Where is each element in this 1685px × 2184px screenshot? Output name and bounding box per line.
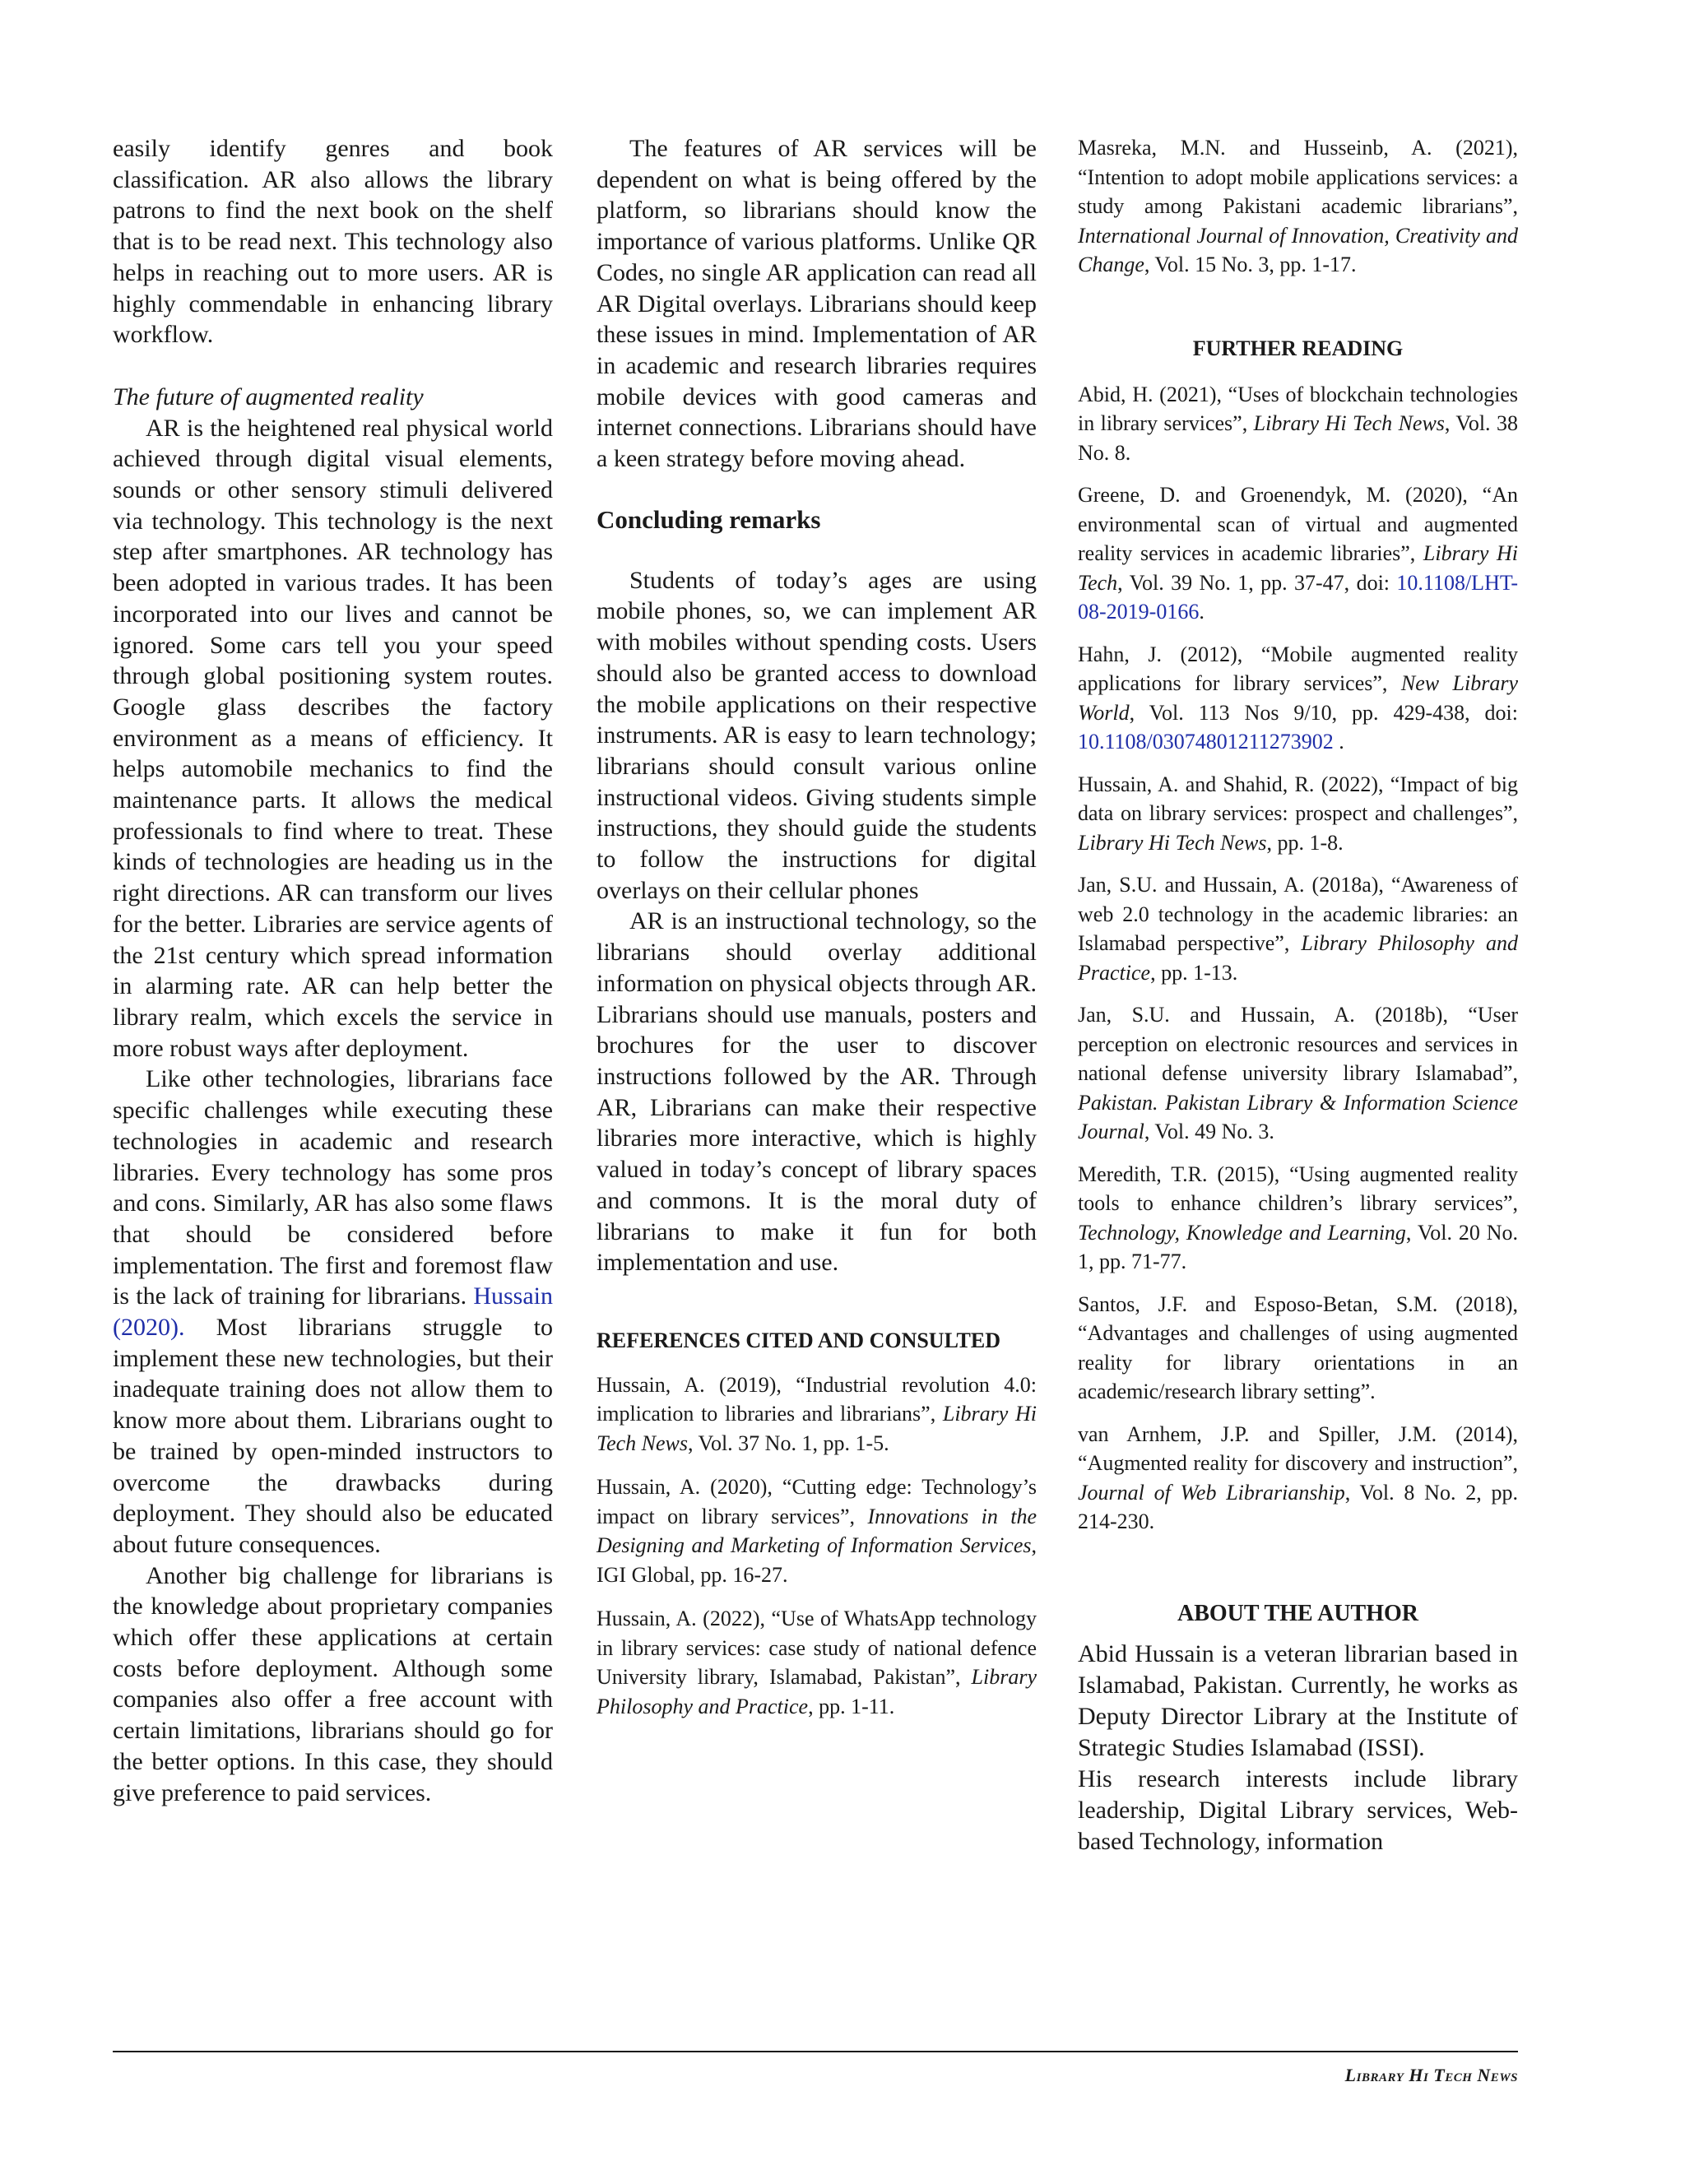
reference-2-text: Hussain, A. (2020), “Cutting edge: Technology’s impact on library services”, [596,1475,1037,1528]
author-paragraph-1: Abid Hussain is a veteran librarian based in Islamabad, Pakistan. Currently, he works as Deputy Director Library at the Institute of Strategic Studies Islamabad (ISSI). [1078,1639,1518,1761]
reference-1-text: Hussain, A. (2019), “Industrial revolution 4.0: implication to libraries and librarians”, [596,1372,1037,1426]
heading-about-the-author: ABOUT THE AUTHOR [1177,1600,1419,1626]
further-reading-2-journal: Library Hi Tech [1078,541,1518,595]
further-reading-5 [1078,870,1518,987]
reference-1-journal: Library Hi Tech News [596,1402,1037,1455]
further-reading-2-end: . [1199,600,1205,624]
further-reading-4-text: Hussain, A. and Shahid, R. (2022), “Impact of big data on library services: prospect and challenges”, [1078,772,1518,825]
reference-3-details: , pp. 1-11. [808,1694,895,1718]
further-reading-7-journal: Technology, Knowledge and Learning [1078,1220,1406,1245]
heading-future-of-ar: The future of augmented reality [113,383,424,410]
footer-journal-name: Library Hi Tech News [1344,2065,1518,2085]
column-1 [113,133,553,1808]
heading-references: REFERENCES CITED AND CONSULTED [596,1328,1000,1352]
reference-3 [596,1604,1037,1721]
column-2 [596,133,1037,1721]
further-reading-6-text: Jan, S.U. and Hussain, A. (2018b), “User perception on electronic resources and services in national defense university library Islamabad”, [1078,1003,1518,1085]
further-reading-3-details: , Vol. 113 Nos 9/10, pp. 429-438, doi: [1129,700,1518,725]
further-reading-5-text: Jan, S.U. and Hussain, A. (2018a), “Awareness of web 2.0 technology in the academic libraries: an Islamabad perspective”, [1078,873,1518,955]
reference-1 [596,1370,1037,1458]
paragraph-challenges-part-b: Most librarians struggle to implement these new technologies, but their inadequate training does not allow them to know more about them. Librarians ought to be trained by open-minded instructors to overcome the drawbacks during deployment. They should also be educated about future consequences. [113,1314,553,1558]
further-reading-2-details: , Vol. 39 No. 1, pp. 37-47, doi: [1117,570,1397,595]
further-reading-6-journal: Pakistan. Pakistan Library & Information Science Journal [1078,1090,1518,1143]
further-reading-9-details: , Vol. 8 No. 2, pp. 214-230. [1078,1480,1518,1533]
further-reading-4 [1078,770,1518,858]
paragraph-challenges [113,1064,553,1560]
author-paragraph-2: His research interests include library leadership, Digital Library services, Web-based Technology, information [1078,1764,1518,1855]
reference-4 [1078,133,1518,280]
reference-2 [596,1472,1037,1589]
further-reading-3-journal: New Library World [1078,671,1518,725]
further-reading-7-text: Meredith, T.R. (2015), “Using augmented reality tools to enhance children’s library services”, [1078,1162,1518,1215]
further-reading-5-journal: Library Philosophy and Practice [1078,931,1518,985]
citation-hussain-2020-link[interactable]: Hussain (2020). [113,1282,553,1342]
further-reading-8: Santos, J.F. and Esposo-Betan, S.M. (2018), “Advantages and challenges of using augmented reality for library orientations in an academic/research library setting”. [1078,1291,1518,1403]
further-reading-1-text: Abid, H. (2021), “Uses of blockchain technologies in library services”, [1078,382,1518,435]
reference-2-details: , IGI Global, pp. 16-27. [596,1533,1037,1587]
further-reading-2 [1078,480,1518,627]
paragraph-intro: easily identify genres and book classification. AR also allows the library patrons to find the next book on the shelf that is to be read next. This technology also helps in reaching out to more users. AR is highly commendable in enhancing library workflow. [113,135,553,349]
reference-4-details: , Vol. 15 No. 3, pp. 1-17. [1144,253,1357,276]
further-reading-1 [1078,380,1518,468]
reference-4-text: Masreka, M.N. and Husseinb, A. (2021), “Intention to adopt mobile applications services: a study among Pakistani academic librarians”, [1078,136,1518,218]
further-reading-3 [1078,640,1518,757]
paragraph-instructional: AR is an instructional technology, so the librarians should overlay additional information on physical objects through AR. Librarians should use manuals, posters and brochures for the user to discover instructions followed by the AR. Through AR, Librarians can make their respective libraries more interactive, which is highly valued in today’s concept of library spaces and commons. It is the moral duty of librarians to make it fun for both implementation and use. [596,907,1037,1277]
heading-further-reading: FURTHER READING [1192,336,1404,360]
further-reading-2-doi-link[interactable]: 10.1108/LHT-08-2019-0166 [1078,570,1518,624]
paragraph-features: The features of AR services will be dependent on what is being offered by the platform, so librarians should know the importance of various platforms. Unlike QR Codes, no single AR application can read all AR Digital overlays. Librarians should keep these issues in mind. Implementation of AR in academic and research libraries requires mobile devices with good cameras and internet connections. Librarians should have a keen strategy before moving ahead. [596,135,1037,473]
further-reading-9-text: van Arnhem, J.P. and Spiller, J.M. (2014), “Augmented reality for discovery and instruction”, [1078,1421,1518,1475]
column-3 [1078,133,1518,1857]
paragraph-future: AR is the heightened real physical world achieved through digital visual elements, sounds or other sensory stimuli delivered via technology. This technology is the next step after smartphones. AR technology has been adopted in various trades. It has been incorporated into our lives and cannot be ignored. Some cars tell you your speed through global positioning system routes. Google glass describes the factory environment as a means of efficiency. It helps automobile mechanics to find the maintenance parts. It allows the medical professionals to find where to treat. These kinds of technologies are heading us in the right directions. AR can transform our lives for the better. Libraries are service agents of the 21st century which spread information in alarming rate. AR can help better the library realm, which excels the service in more robust ways after deployment. [113,414,553,1062]
further-reading-6-details: , Vol. 49 No. 3. [1144,1120,1274,1143]
further-reading-3-end: . [1333,730,1344,754]
reference-3-text: Hussain, A. (2022), “Use of WhatsApp technology in library services: case study of national defence University library, Islamabad, Pakistan”, [596,1607,1037,1690]
further-reading-2-text: Greene, D. and Groenendyk, M. (2020), “An environmental scan of virtual and augmented reality services in academic libraries”, [1078,483,1518,565]
further-reading-7-details: , Vol. 20 No. 1, pp. 71-77. [1078,1220,1518,1273]
further-reading-1-details: , Vol. 38 No. 8. [1078,411,1518,465]
paragraph-proprietary: Another big challenge for librarians is the knowledge about proprietary companies which offer these applications at certain costs before deployment. Although some companies also offer a free account with certain limitations, librarians should go for the better options. In this case, they should give preference to paid services. [113,1561,553,1806]
further-reading-3-text: Hahn, J. (2012), “Mobile augmented reality applications for library services”, [1078,642,1518,695]
paragraph-challenges-part-a: Like other technologies, librarians face specific challenges while executing these technologies in academic and research libraries. Every technology has some pros and cons. Similarly, AR has also some flaws that should be considered before implementation. The first and foremost flaw is the lack of training for librarians. [113,1065,553,1310]
further-reading-5-details: , pp. 1-13. [1150,960,1238,985]
further-reading-9 [1078,1420,1518,1537]
further-reading-3-doi-link[interactable]: 10.1108/03074801211273902 [1078,730,1334,754]
reference-4-journal: International Journal of Innovation, Creativity and Change [1078,223,1518,276]
footer-rule [113,2051,1518,2052]
reference-3-journal: Library Philosophy and Practice [596,1665,1037,1718]
further-reading-4-details: , pp. 1-8. [1266,830,1344,855]
reference-2-journal: Innovations in the Designing and Marketing of Information Services [596,1504,1037,1558]
further-reading-6 [1078,1000,1518,1147]
further-reading-4-journal: Library Hi Tech News [1078,830,1267,855]
further-reading-9-journal: Journal of Web Librarianship [1078,1480,1345,1505]
reference-1-details: , Vol. 37 No. 1, pp. 1-5. [688,1430,889,1455]
further-reading-1-journal: Library Hi Tech News [1253,411,1445,435]
heading-concluding-remarks: Concluding remarks [596,504,821,534]
further-reading-7 [1078,1160,1518,1277]
paragraph-students: Students of today’s ages are using mobile phones, so, we can implement AR with mobiles without spending costs. Users should also be granted access to download the mobile applications on their respective instruments. AR is easy to learn technology; librarians should consult various online instructional videos. Giving students simple instructions, they should guide the students to follow the instructions for digital overlays on their cellular phones [596,566,1037,904]
